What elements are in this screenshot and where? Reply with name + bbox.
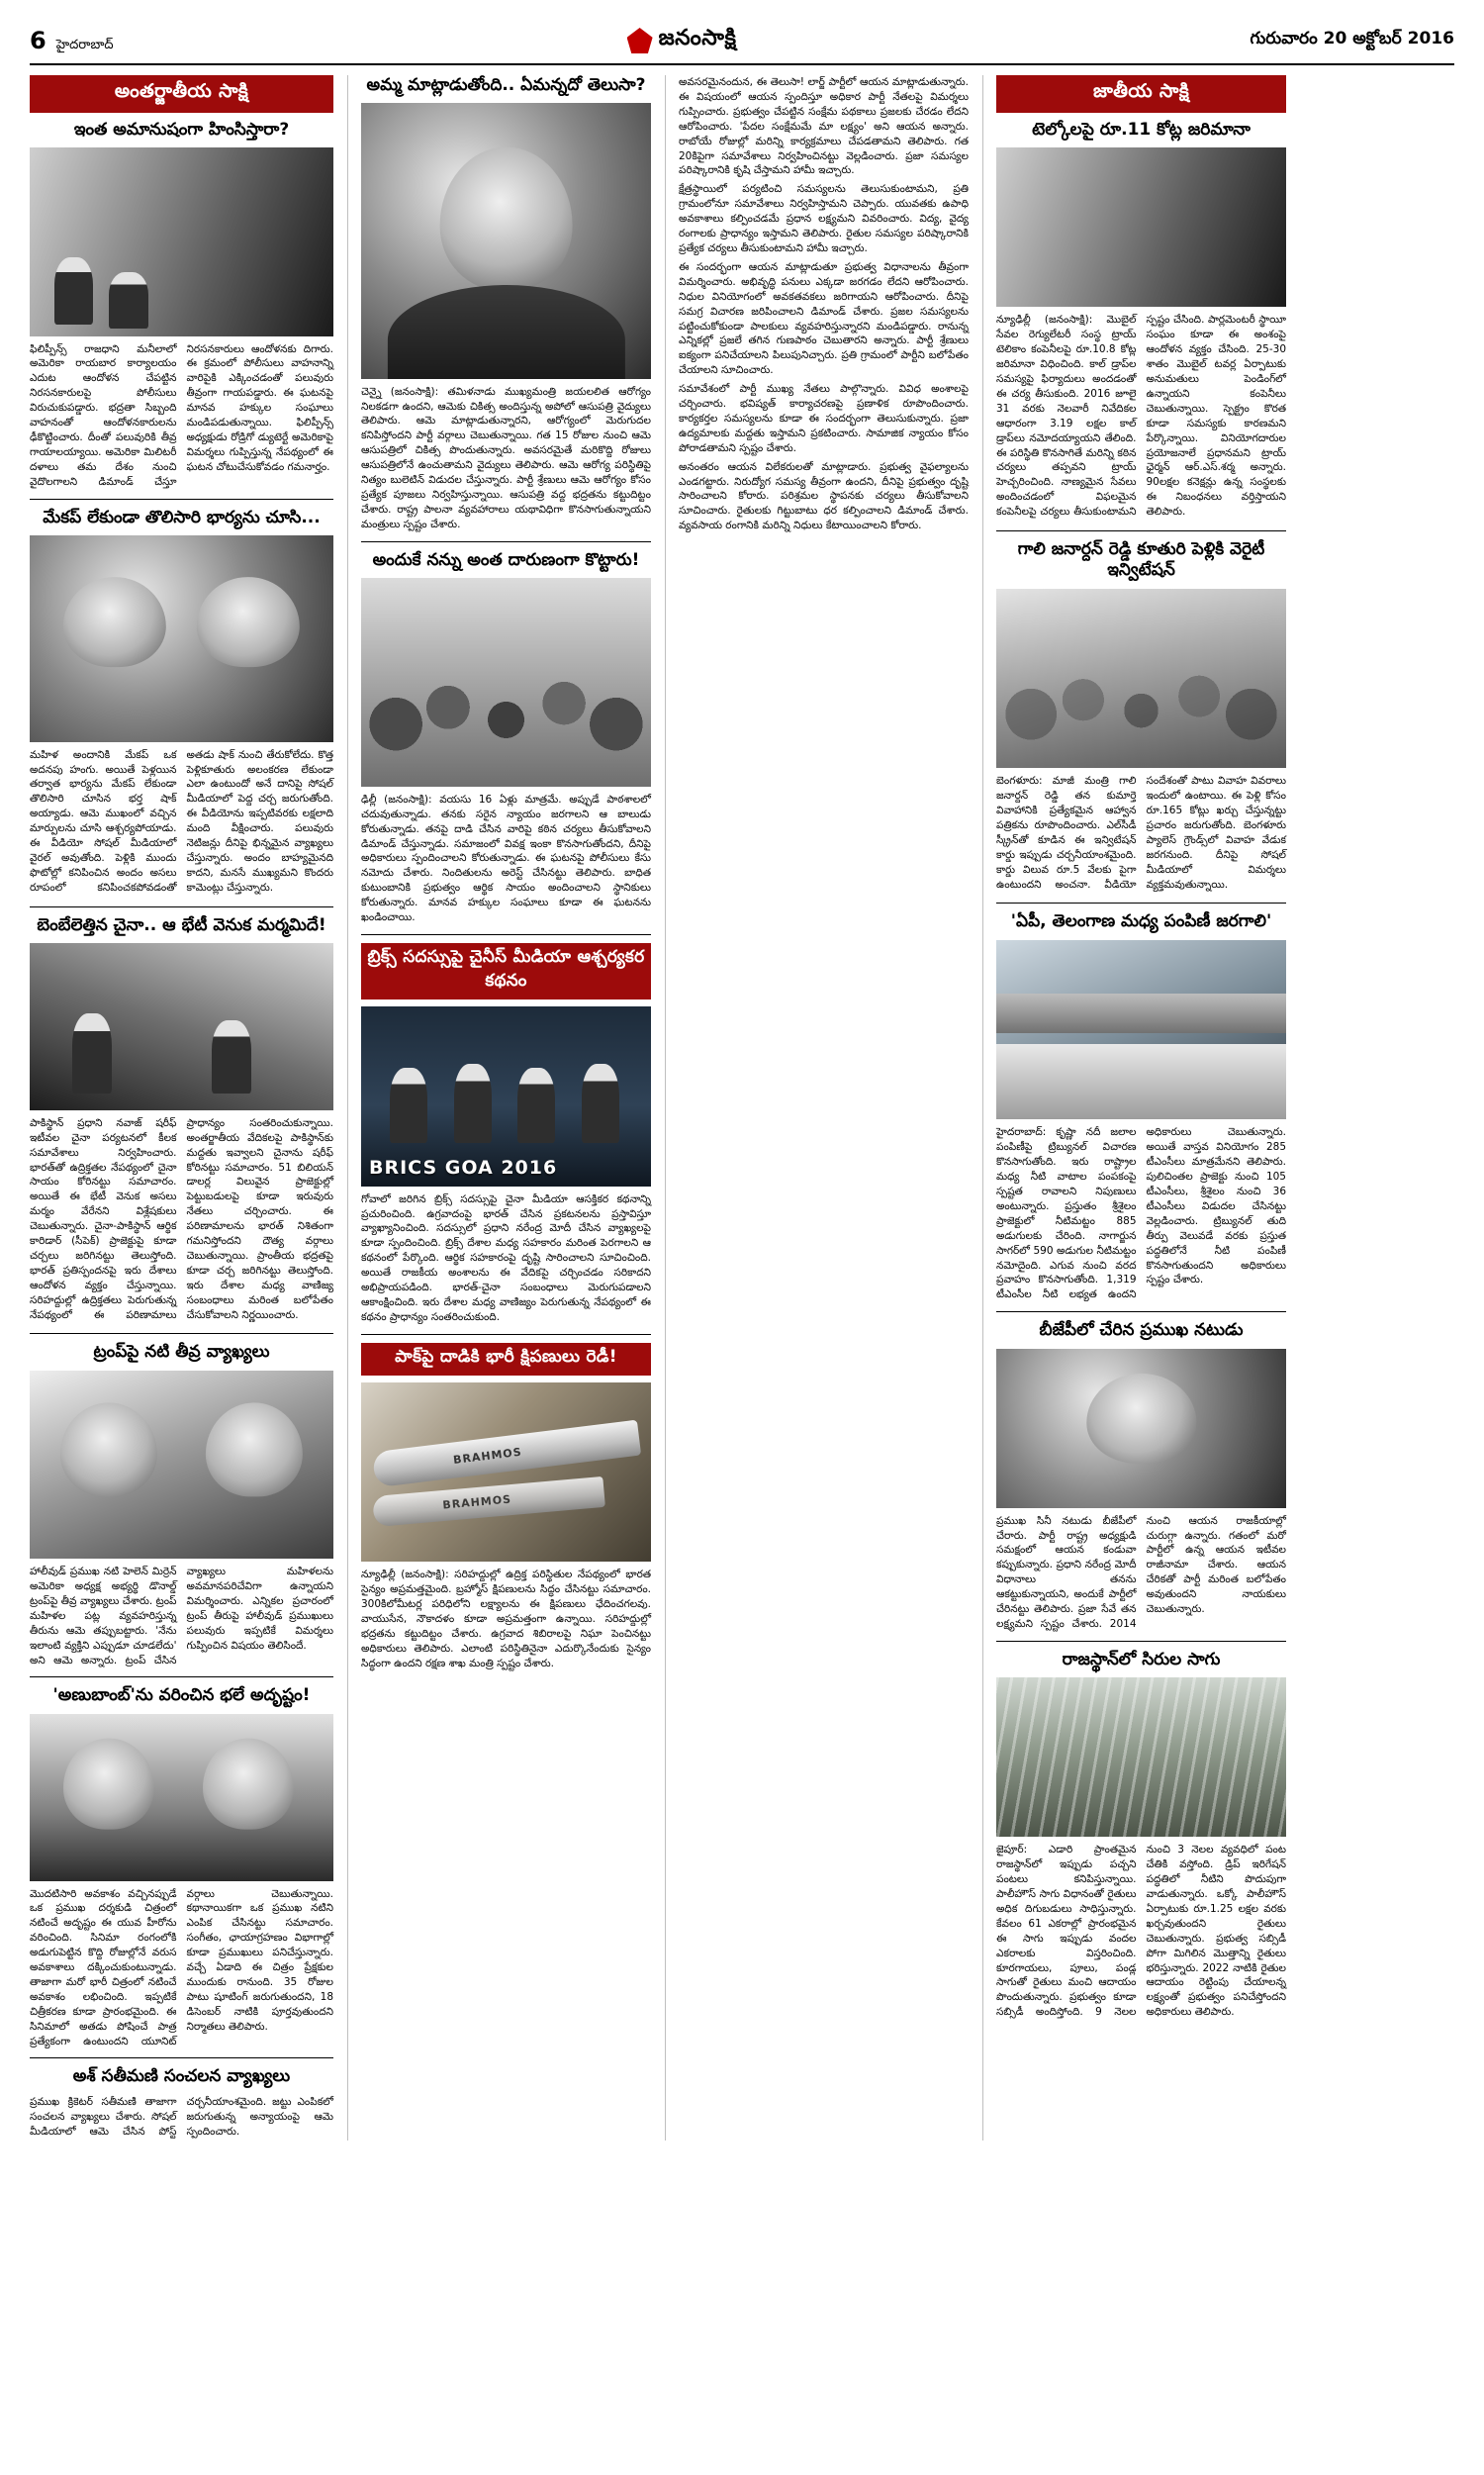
headline-actor-bjp: బీజేపీలో చేరిన ప్రముఖ నటుడు: [1039, 1320, 1244, 1341]
photo-brics-summit: [361, 1006, 651, 1187]
content-columns: [30, 75, 1454, 2141]
photo-trump-mirren: [30, 1371, 333, 1559]
photo-manila-protest: [30, 147, 333, 335]
article-body-actor-bjp: ప్రముఖ సినీ నటుడు బీజేపీలో చేరారు. పార్టీ రాష్ట్ర అధ్యక్షుడి సమక్షంలో ఆయన కండువా కప్పుకున్నారు. ప్రధాని నరేంద్ర మోదీ విధానాలు తనను ఆకట్టుకున్నాయని, అందుకే పార్టీలో చేరినట్టు తెలిపారు. ప్రజా సేవే తన లక్ష్యమని స్పష్టం చేశారు. 2014 నుంచి ఆయన రాజకీయాల్లో చురుగ్గా ఉన్నారు. గతంలో మరో పార్టీలో ఉన్న ఆయన ఇటీవల రాజీనామా చేశారు. ఆయన చేరికతో పార్టీ మరింత బలోపేతం అవుతుందని నాయకులు చెబుతున్నారు.: [996, 1514, 1286, 1630]
missile-shape: [372, 1476, 605, 1527]
photo-mobile-user: [996, 147, 1286, 307]
article-body-ash-wife: ప్రముఖ క్రికెటర్ సతీమణి తాజాగా సంచలన వ్యాఖ్యలు చేశారు. సోషల్ మీడియాలో ఆమె చేసిన పోస్ట్ చర్చనీయాంశమైంది. జట్టు ఎంపికలో జరుగుతున్న అన్యాయంపై ఆమె స్పందించారు.: [30, 2095, 333, 2138]
divider: [996, 903, 1286, 904]
masthead: [30, 26, 1454, 65]
divider: [30, 1333, 333, 1334]
article-body-water-sharing: హైదరాబాద్: కృష్ణా నదీ జలాల పంపిణీపై ట్రిబ్యునల్ విచారణ కొనసాగుతోంది. ఇరు రాష్ట్రాల మధ్య నీటి వాటాల పంపకంపై స్పష్టత రావాలని నిపుణులు అంటున్నారు. ప్రస్తుతం శ్రీశైలం ప్రాజెక్టులో నీటిమట్టం 885 అడుగులకు చేరింది. నాగార్జున సాగర్‌లో 590 అడుగుల నీటిమట్టం నమోదైంది. ఎగువ నుంచి వరద ప్రవాహం కొనసాగుతోంది. 1,319 టీఎంసీల నీటి లభ్యత ఉందని అధికారులు చెబుతున్నారు. అయితే వాస్తవ వినియోగం 285 టీఎంసీలు మాత్రమేనని తెలిపారు. పులిచింతల ప్రాజెక్టు నుంచి 105 టీఎంసీలు, శ్రీశైలం నుంచి 36 టీఎంసీలు విడుదల చేసినట్టు వెల్లడించారు. ట్రిబ్యునల్ తుది తీర్పు వెలువడే వరకు ప్రస్తుత పద్ధతిలోనే నీటి పంపిణీ కొనసాగుతుందని అధికారులు స్పష్టం చేశారు.: [996, 1126, 1286, 1301]
divider: [361, 934, 651, 935]
photo-face: [63, 1738, 154, 1830]
divider: [30, 1676, 333, 1677]
page-number: 6: [30, 26, 46, 54]
photo-image: [361, 578, 651, 787]
photo-image: [30, 535, 333, 742]
column-3: [665, 75, 969, 2141]
photo-china-meeting: [30, 943, 333, 1110]
photo-jayalalithaa: [361, 103, 651, 378]
photo-face: [63, 577, 166, 668]
section-band-international: అంతర్జాతీయ సాక్షి: [30, 75, 333, 113]
masthead-date: గురువారం 20 అక్టోబర్ 2016: [1250, 29, 1454, 48]
article-body-anubomb: మొదటిసారి అవకాశం వచ్చినప్పుడే ఒక ప్రముఖ దర్శకుడి చిత్రంలో నటించే అదృష్టం ఈ యువ హీరోను వరించింది. సినిమా రంగంలోకి అడుగుపెట్టిన కొద్ది రోజుల్లోనే వరుస అవకాశాలు దక్కించుకుంటున్నాడు. తాజాగా మరో భారీ చిత్రంలో నటించే అవకాశం లభించింది. ఇప్పటికే చిత్రీకరణ కూడా ప్రారంభమైంది. ఈ సినిమాలో అతడు పోషించే పాత్ర ప్రత్యేకంగా ఉంటుందని యూనిట్ వర్గాలు చెబుతున్నాయి. కథానాయికగా ఒక ప్రముఖ నటిని ఎంపిక చేసినట్టు సమాచారం. సంగీతం, ఛాయాగ్రహణం విభాగాల్లో కూడా ప్రముఖులు పనిచేస్తున్నారు. వచ్చే ఏడాది ఈ చిత్రం ప్రేక్షకుల ముందుకు రానుంది. 35 రోజుల పాటు షూటింగ్ జరుగుతుందని, 18 డిసెంబర్ నాటికి పూర్తవుతుందని నిర్మాతలు తెలిపారు.: [30, 1887, 333, 2047]
dam-water-shape: [996, 1044, 1286, 1119]
photo-brahmos-missiles: [361, 1382, 651, 1563]
headline-trump: ట్రంప్‌పై నటి తీవ్ర వ్యాఖ్యలు: [93, 1342, 270, 1363]
photo-image: [30, 1371, 333, 1559]
photo-image: [996, 147, 1286, 307]
article-body-makeup: మహిళ అందానికి మేకప్ ఒక అదనపు హంగు. అయితే పెళ్లయిన తర్వాత భార్యను మేకప్ లేకుండా తొలిసారి చూసిన భర్త షాక్ అయ్యాడు. ఆమె ముఖంలో వచ్చిన మార్పులను చూసి ఆశ్చర్యపోయాడు. ఈ వీడియో సోషల్ మీడియాలో వైరల్ అవుతోంది. పెళ్లికి ముందు ఫొటోల్లో కనిపించిన అందం అసలు రూపంలో కనిపించకపోవడంతో అతడు షాక్ నుంచి తేరుకోలేదు. కొత్త పెళ్లికూతురు అలంకరణ లేకుండా ఎలా ఉంటుందో అనే దానిపై సోషల్ మీడియాలో పెద్ద చర్చ జరుగుతోంది. ఈ వీడియోను ఇప్పటివరకు లక్షలాది మంది వీక్షించారు. పలువురు నెటిజన్లు దీనిపై భిన్నమైన వ్యాఖ్యలు చేస్తున్నారు. అందం బాహ్యమైనది కాదని, మనసే ముఖ్యమని కొందరు కామెంట్లు చేస్తున్నారు.: [30, 748, 333, 894]
article-body-continuation: అవసరమైనందున, ఈ తెలుసా! లార్జ్ పార్టీలో ఆయన మాట్లాడుతున్నారు. ఈ విషయంలో ఆయన స్పందిస్తూ అధికార పార్టీ నేతలపై విమర్శలు గుప్పించారు. ప్రభుత్వం చేపట్టిన సంక్షేమ పథకాలు ప్రజలకు చేరడం లేదని ఆరోపించారు. 'పేదల సంక్షేమమే మా లక్ష్యం' అని ఆయన అన్నారు. రాబోయే రోజుల్లో మరిన్ని కార్యక్రమాలు చేపడతామని తెలిపారు. గత 20కిపైగా సమావేశాలు నిర్వహించినట్టు వెల్లడించారు. ప్రజా సమస్యల పరిష్కారానికి కృషి చేస్తామని హామీ ఇచ్చారు. క్షేత్రస్థాయిలో పర్యటించి సమస్యలను తెలుసుకుంటామని, ప్రతి గ్రామంలోనూ సమావేశాలు నిర్వహిస్తామని చెప్పారు. యువతకు ఉపాధి అవకాశాలు కల్పించడమే ప్రధాన లక్ష్యమని వివరించారు. విద్య, వైద్య రంగాలకు ప్రాధాన్యం ఇస్తామని తెలిపారు. రైతుల సమస్యల పరిష్కారానికి ప్రత్యేక చర్యలు తీసుకుంటామని హామీ ఇచ్చారు. ఈ సందర్భంగా ఆయన మాట్లాడుతూ ప్రభుత్వ విధానాలను తీవ్రంగా విమర్శించారు. అభివృద్ధి పనులు ఎక్కడా జరగడం లేదని ఆరోపించారు. నిధుల వినియోగంలో అవకతవకలు జరిగాయని ఆరోపించారు. దీనిపై సమగ్ర విచారణ జరిపించాలని డిమాండ్ చేశారు. ప్రజల సమస్యలను పట్టించుకోకుండా పాలకులు వ్యవహరిస్తున్నారని మండిపడ్డారు. రానున్న ఎన్నికల్లో ప్రజలే తగిన గుణపాఠం చెబుతారని అన్నారు. పార్టీ శ్రేణులు ఐక్యంగా పనిచేయాలని పిలుపునిచ్చారు. ప్రతి గ్రామంలో పార్టీని బలోపేతం చేయాలని సూచించారు. సమావేశంలో పార్టీ ముఖ్య నేతలు పాల్గొన్నారు. వివిధ అంశాలపై చర్చించారు. భవిష్యత్ కార్యాచరణపై ప్రణాళిక రూపొందించారు. కార్యకర్తల సమస్యలను కూడా ఈ సందర్భంగా తెలుసుకున్నారు. ప్రజా ఉద్యమాలకు మద్దతు ఇస్తామని ప్రకటించారు. సామాజిక న్యాయం కోసం పోరాడతామని స్పష్టం చేశారు. అనంతరం ఆయన విలేకరులతో మాట్లాడారు. ప్రభుత్వ వైఫల్యాలను ఎండగట్టారు. నిరుద్యోగ సమస్య తీవ్రంగా ఉందని, దీనిపై ప్రభుత్వం దృష్టి సారించాలని కోరారు. పరిశ్రమల స్థాపనకు చర్యలు తీసుకోవాలని సూచించారు. రైతులకు గిట్టుబాటు ధర కల్పించాలని డిమాండ్ చేశారు. వ్యవసాయ రంగానికి మరిన్ని నిధులు కేటాయించాలని కోరారు.: [679, 76, 969, 532]
headline-water-sharing: 'ఏపీ, తెలంగాణ మధ్య పంపిణీ జరగాలి': [1010, 911, 1272, 932]
headline-amma: అమ్మ మాట్లాడుతోంది.. ఏమన్నదో తెలుసా?: [366, 75, 646, 95]
photo-face: [1086, 1374, 1196, 1463]
photo-figure: [454, 1064, 492, 1143]
photo-image: [996, 940, 1286, 1120]
article-body-beaten: ఢిల్లీ (జనంసాక్షి): వయసు 16 ఏళ్లు మాత్రమే. అప్పుడే పాఠశాలలో చదువుతున్నాడు. తనకు సరైన న్యాయం జరగాలని ఆ బాలుడు కోరుతున్నాడు. తనపై దాడి చేసిన వారిపై కఠిన చర్యలు తీసుకోవాలని డిమాండ్ చేస్తున్నాడు. సమాజంలో వివక్ష ఇంకా కొనసాగుతోందని, దీనిపై అధికారులు స్పందించాలని కోరుతున్నాడు. ఈ ఘటనపై పోలీసులు కేసు నమోదు చేశారు. నిందితులను అరెస్ట్ చేసినట్టు తెలిపారు. బాధిత కుటుంబానికి ప్రభుత్వం ఆర్థిక సాయం అందించాలని స్థానికులు కోరుతున్నారు. మానవ హక్కుల సంఘాలు కూడా ఈ ఘటనను ఖండించాయి.: [361, 793, 652, 924]
photo-face: [203, 1738, 294, 1830]
headline-reddy-wedding: గాలి జనార్దన్ రెడ్డి కూతురి పెళ్లికి వెరైటీ ఇన్విటేషన్: [1017, 539, 1265, 581]
divider: [30, 2057, 333, 2058]
photo-face: [197, 577, 300, 668]
article-body-amma: చెన్నై (జనంసాక్షి): తమిళనాడు ముఖ్యమంత్రి జయలలిత ఆరోగ్యం నిలకడగా ఉందని, ఆమెకు చికిత్స అందిస్తున్న అపోలో ఆసుపత్రి వైద్యులు తెలిపారు. ఆమె మాట్లాడుతున్నారని, ఆరోగ్యంలో మెరుగుదల కనిపిస్తోందని పార్టీ వర్గాలు చెబుతున్నాయి. గత 15 రోజుల నుంచి ఆమె ఆసుపత్రిలో చికిత్స పొందుతున్నారు. అవసరమైతే మరికొద్ది రోజులు ఆసుపత్రిలోనే ఉంచుతామని వైద్యులు తెలిపారు. ఆమె ఆరోగ్య పరిస్థితిపై నిత్యం బులెటిన్ విడుదల చేస్తున్నారు. పార్టీ శ్రేణులు ఆమె ఆరోగ్యం కోసం ప్రత్యేక పూజలు నిర్వహిస్తున్నాయి. ఆసుపత్రి వద్ద భద్రతను కట్టుదిట్టం చేశారు. రాష్ట్ర పాలనా వ్యవహారాలు యథావిధిగా కొనసాగుతున్నాయని మంత్రులు స్పష్టం చేశారు.: [361, 385, 651, 530]
column-4: [982, 75, 1286, 2141]
headline-rajasthan-farming: రాజస్థాన్‌లో సిరుల సాగు: [1062, 1649, 1221, 1669]
headline-makeup: మేకప్ లేకుండా తొలిసారి భార్యను చూసి...: [43, 507, 321, 527]
greenhouse-shape: [996, 1677, 1286, 1837]
headline-anubomb: 'అణుబాంబ్'ను వరించిన భలే అదృష్టం!: [52, 1685, 311, 1706]
photo-image: [361, 1006, 651, 1187]
dam-wall-shape: [996, 994, 1286, 1033]
masthead-logo: [627, 26, 737, 55]
article-body-rajasthan-farming: జైపూర్: ఎడారి ప్రాంతమైన రాజస్థాన్‌లో ఇప్పుడు పచ్చని పంటలు కనిపిస్తున్నాయి. పాలీహౌస్ సాగు విధానంతో రైతులు అధిక దిగుబడులు సాధిస్తున్నారు. కేవలం 61 ఎకరాల్లో ప్రారంభమైన ఈ సాగు ఇప్పుడు వందల ఎకరాలకు విస్తరించింది. కూరగాయలు, పూలు, పండ్ల సాగుతో రైతులు మంచి ఆదాయం పొందుతున్నారు. ప్రభుత్వం కూడా సబ్సిడీ అందిస్తోంది. 9 నెలల నుంచి 3 నెలల వ్యవధిలో పంట చేతికి వస్తోంది. డ్రిప్ ఇరిగేషన్ పద్ధతిలో నీటిని పొదుపుగా వాడుతున్నారు. ఒక్కో పాలీహౌస్ ఏర్పాటుకు రూ.1.25 లక్షల వరకు ఖర్చవుతుందని రైతులు చెబుతున్నారు. ప్రభుత్వ సబ్సిడీ పోగా మిగిలిన మొత్తాన్ని రైతులు భరిస్తున్నారు. 2022 నాటికి రైతుల ఆదాయం రెట్టింపు చేయాలన్న లక్ష్యంతో ప్రభుత్వం పనిచేస్తోందని అధికారులు తెలిపారు.: [996, 1844, 1286, 2019]
headline-missiles: పాక్‌పై దాడికి భారీ క్షిపణులు రెడీ!: [361, 1343, 651, 1376]
missile-label: BRAHMOS: [452, 1446, 523, 1468]
photo-image: [30, 147, 333, 335]
photo-figure: [72, 1013, 112, 1094]
photo-image: [996, 1349, 1286, 1508]
photo-image: [30, 1714, 333, 1881]
photo-image: [30, 943, 333, 1110]
photo-image: [996, 589, 1286, 769]
photo-overlay-caption: BRICS GOA 2016: [369, 1156, 558, 1179]
photo-dam: [996, 940, 1286, 1120]
article-body-reddy-wedding: బెంగళూరు: మాజీ మంత్రి గాలి జనార్దన్ రెడ్డి తన కుమార్తె వివాహానికి ప్రత్యేకమైన ఆహ్వాన పత్రికను రూపొందించారు. ఎల్‌సీడీ స్క్రీన్‌తో కూడిన ఈ ఇన్విటేషన్ కార్డు ఇప్పుడు చర్చనీయాంశమైంది. కార్డు విలువ రూ.5 వేలకు పైగా ఉంటుందని అంచనా. వీడియో సందేశంతో పాటు వివాహ వివరాలు ఇందులో ఉంటాయి. ఈ పెళ్లి కోసం రూ.165 కోట్లు ఖర్చు చేస్తున్నట్టు ప్రచారం జరుగుతోంది. బెంగళూరు ప్యాలెస్ గ్రౌండ్స్‌లో వివాహ వేడుక జరగనుంది. దీనిపై సోషల్ మీడియాలో విమర్శలు వ్యక్తమవుతున్నాయి.: [996, 775, 1286, 891]
photo-greenhouse: [996, 1677, 1286, 1837]
divider: [361, 541, 651, 542]
photo-figure: [582, 1064, 619, 1143]
headline-brics: బ్రిక్స్ సదస్సుపై చైనీస్ మీడియా ఆశ్చర్యకర కథనం: [361, 943, 651, 1000]
divider: [996, 530, 1286, 531]
divider: [30, 499, 333, 500]
photo-figure: [212, 1020, 251, 1094]
headline-violence: ఇంత అమానుషంగా హింసిస్తారా?: [73, 120, 290, 140]
divider: [996, 1311, 1286, 1312]
photo-actor: [996, 1349, 1286, 1508]
photo-body: [387, 285, 624, 379]
edition-label: హైదరాబాద్: [55, 37, 114, 52]
missile-label: BRAHMOS: [441, 1493, 512, 1513]
photo-students: [361, 578, 651, 787]
photo-wedding-invitation: [996, 589, 1286, 769]
photo-figure: [109, 272, 148, 329]
photo-figure: [54, 257, 94, 326]
photo-crowd: [996, 589, 1286, 769]
logo-icon: [627, 28, 653, 53]
photo-face: [60, 1402, 157, 1496]
column-1: [30, 75, 333, 2141]
masthead-left: [30, 27, 114, 55]
article-body-brics: గోవాలో జరిగిన బ్రిక్స్ సదస్సుపై చైనా మీడియా ఆసక్తికర కథనాన్ని ప్రచురించింది. ఉగ్రవాదంపై భారత్ చేసిన ప్రకటనలను ప్రస్తావిస్తూ వ్యాఖ్యానించింది. సదస్సులో ప్రధాని నరేంద్ర మోదీ చేసిన వ్యాఖ్యలపై కూడా స్పందించింది. బ్రిక్స్ దేశాల మధ్య సహకారం మరింత పెరగాలని ఆ కథనంలో పేర్కొంది. ఆర్థిక సహకారంపై దృష్టి సారించాలని సూచించింది. అయితే రాజకీయ అంశాలను ఈ వేదికపై చర్చించడం సరికాదని అభిప్రాయపడింది. భారత్-చైనా సంబంధాలు మెరుగుపడాలని ఆకాంక్షించింది. ఇరు దేశాల మధ్య వాణిజ్యం పెరుగుతున్న నేపథ్యంలో ఈ కథనం ప్రాధాన్యం సంతరించుకుంది.: [361, 1192, 651, 1323]
divider: [30, 906, 333, 907]
headline-beaten: అందుకే నన్ను అంత దారుణంగా కొట్టారు!: [372, 549, 640, 570]
headline-china: బెంబేలెత్తిన చైనా.. ఆ భేటీ వెనుక మర్మమిదే!: [37, 914, 326, 935]
article-body-telcos: న్యూఢిల్లీ (జనంసాక్షి): మొబైల్ సేవల రెగ్యులేటరీ సంస్థ ట్రాయ్ టెలికాం కంపెనీలపై రూ.10.8 కోట్ల జరిమానా విధించింది. కాల్ డ్రాప్‌ల సమస్యపై ఫిర్యాదులు అందడంతో ఈ చర్య తీసుకుంది. 2016 జూలై 31 వరకు నెలవారీ నివేదికల ఆధారంగా 3.19 లక్షల కాల్ డ్రాప్‌లు నమోదయ్యాయని తేలింది. ఈ పరిస్థితి కొనసాగితే మరిన్ని కఠిన చర్యలు తప్పవని ట్రాయ్ హెచ్చరించింది. నాణ్యమైన సేవలు అందించడంలో విఫలమైన కంపెనీలపై చర్యలు తీసుకుంటామని స్పష్టం చేసింది. పార్లమెంటరీ స్థాయీ సంఘం కూడా ఈ అంశంపై ఆందోళన వ్యక్తం చేసింది. 25-30 శాతం మొబైల్ టవర్ల ఏర్పాటుకు అనుమతులు పెండింగ్‌లో ఉన్నాయని కంపెనీలు చెబుతున్నాయి. స్పెక్ట్రం కొరత కూడా సమస్యకు కారణమని పేర్కొన్నాయి. వినియోగదారుల ప్రయోజనాలే ప్రధానమని ట్రాయ్ ఛైర్మన్ ఆర్.ఎస్.శర్మ అన్నారు. 90లక్షల కనెక్షన్లు ఉన్న సంస్థలకు ఈ నిబంధనలు వర్తిస్తాయని తెలిపారు.: [996, 314, 1286, 519]
column-2: [347, 75, 651, 2141]
headline-ash-wife: అశ్ సతీమణి సంచలన వ్యాఖ్యలు: [72, 2066, 291, 2087]
photo-face: [206, 1402, 303, 1496]
article-body-missiles: న్యూఢిల్లీ (జనంసాక్షి): సరిహద్దుల్లో ఉద్రిక్త పరిస్థితుల నేపథ్యంలో భారత సైన్యం అప్రమత్తమైంది. బ్రహ్మోస్ క్షిపణులను సిద్ధం చేసినట్టు సమాచారం. 300కిలోమీటర్ల పరిధిలోని లక్ష్యాలను ఈ క్షిపణులు ఛేదించగలవు. వాయుసేన, నౌకాదళం కూడా అప్రమత్తంగా ఉన్నాయి. సరిహద్దుల్లో భద్రతను కట్టుదిట్టం చేశారు. ఉగ్రవాద శిబిరాలపై నిఘా పెంచినట్టు అధికారులు తెలిపారు. ఎలాంటి పరిస్థితినైనా ఎదుర్కొనేందుకు సైన్యం సిద్ధంగా ఉందని రక్షణ శాఖ మంత్రి స్పష్టం చేశారు.: [361, 1569, 651, 1669]
photo-image: [361, 1382, 651, 1563]
article-body-china: పాకిస్థాన్ ప్రధాని నవాజ్ షరీఫ్ ఇటీవల చైనా పర్యటనలో కీలక సమావేశాలు నిర్వహించారు. భారత్‌తో ఉద్రిక్తతల నేపథ్యంలో చైనా సాయం కోరినట్టు సమాచారం. అయితే ఈ భేటీ వెనుక అసలు మర్మం వేరేనని విశ్లేషకులు చెబుతున్నారు. చైనా-పాకిస్థాన్ ఆర్థిక కారిడార్ (సీపెక్) ప్రాజెక్టుపై కూడా చర్చలు జరిగినట్టు తెలుస్తోంది. భారత్ ప్రతిస్పందనపై ఇరు దేశాలు ఆందోళన వ్యక్తం చేస్తున్నాయి. సరిహద్దుల్లో ఉద్రిక్తతలు పెరుగుతున్న నేపథ్యంలో ఈ పరిణామాలు ప్రాధాన్యం సంతరించుకున్నాయి. అంతర్జాతీయ వేదికలపై పాకిస్థాన్‌కు మద్దతు ఇవ్వాలని చైనాను షరీఫ్ కోరినట్టు సమాచారం. 51 బిలియన్ డాలర్ల విలువైన ప్రాజెక్టుల్లో పెట్టుబడులపై కూడా ఇరువురు నేతలు చర్చించారు. ఈ పరిణామాలను భారత్ నిశితంగా గమనిస్తోందని దౌత్య వర్గాలు చెబుతున్నాయి. ప్రాంతీయ భద్రతపై కూడా చర్చ జరిగినట్టు తెలుస్తోంది. ఇరు దేశాల మధ్య వాణిజ్య సంబంధాలు మరింత బలోపేతం చేసుకోవాలని నిర్ణయించారు.: [30, 1116, 333, 1321]
logo-text: జనంసాక్షి: [658, 26, 737, 50]
photo-figure: [517, 1068, 555, 1143]
photo-figure: [390, 1068, 427, 1143]
section-band-national: జాతీయ సాక్షి: [996, 75, 1286, 113]
article-body-trump: హాలీవుడ్ ప్రముఖ నటి హెలెన్ మిర్రెన్ అమెరికా అధ్యక్ష అభ్యర్థి డొనాల్డ్ ట్రంప్‌పై తీవ్ర వ్యాఖ్యలు చేశారు. ట్రంప్ మహిళల పట్ల వ్యవహరిస్తున్న తీరును ఆమె తప్పుబట్టారు. 'నేను ఇలాంటి వ్యక్తిని ఎప్పుడూ చూడలేదు' అని ఆమె అన్నారు. ట్రంప్ చేసిన వ్యాఖ్యలు మహిళలను అవమానపరిచేవిగా ఉన్నాయని విమర్శించారు. ఎన్నికల ప్రచారంలో ట్రంప్ తీరుపై హాలీవుడ్ ప్రముఖులు పలువురు ఇప్పటికే విమర్శలు గుప్పించిన విషయం తెలిసిందే.: [30, 1566, 333, 1666]
article-body-violence: ఫిలిప్పీన్స్ రాజధాని మనీలాలో అమెరికా రాయబార కార్యాలయం ఎదుట ఆందోళన చేపట్టిన నిరసనకారులపై పోలీసులు విరుచుకుపడ్డారు. భద్రతా సిబ్బంది వాహనంతో ఆందోళనకారులను ఢీకొట్టించారు. దీంతో పలువురికి తీవ్ర గాయాలయ్యాయి. అమెరికా మిలిటరీ దళాలు తమ దేశం నుంచి వైదొలగాలని డిమాండ్ చేస్తూ నిరసనకారులు ఆందోళనకు దిగారు. ఈ క్రమంలో పోలీసులు వాహనాన్ని వారిపైకి ఎక్కించడంతో పలువురు తీవ్రంగా గాయపడ్డారు. ఈ ఘటనపై మానవ హక్కుల సంఘాలు మండిపడుతున్నాయి. ఫిలిప్పీన్స్ అధ్యక్షుడు రోడ్రిగో డ్యుటెర్టే అమెరికాపై విమర్శలు గుప్పిస్తున్న నేపథ్యంలో ఈ ఘటన చోటుచేసుకోవడం గమనార్హం.: [30, 342, 333, 488]
photo-image: [361, 103, 651, 378]
photo-actor-duo: [30, 1714, 333, 1881]
divider: [996, 1641, 1286, 1642]
photo-face: [439, 147, 573, 291]
divider: [361, 1334, 651, 1335]
photo-couple: [30, 535, 333, 742]
photo-image: [996, 1677, 1286, 1837]
headline-telcos-fine: టెల్కోలపై రూ.11 కోట్ల జరిమానా: [1032, 120, 1251, 140]
